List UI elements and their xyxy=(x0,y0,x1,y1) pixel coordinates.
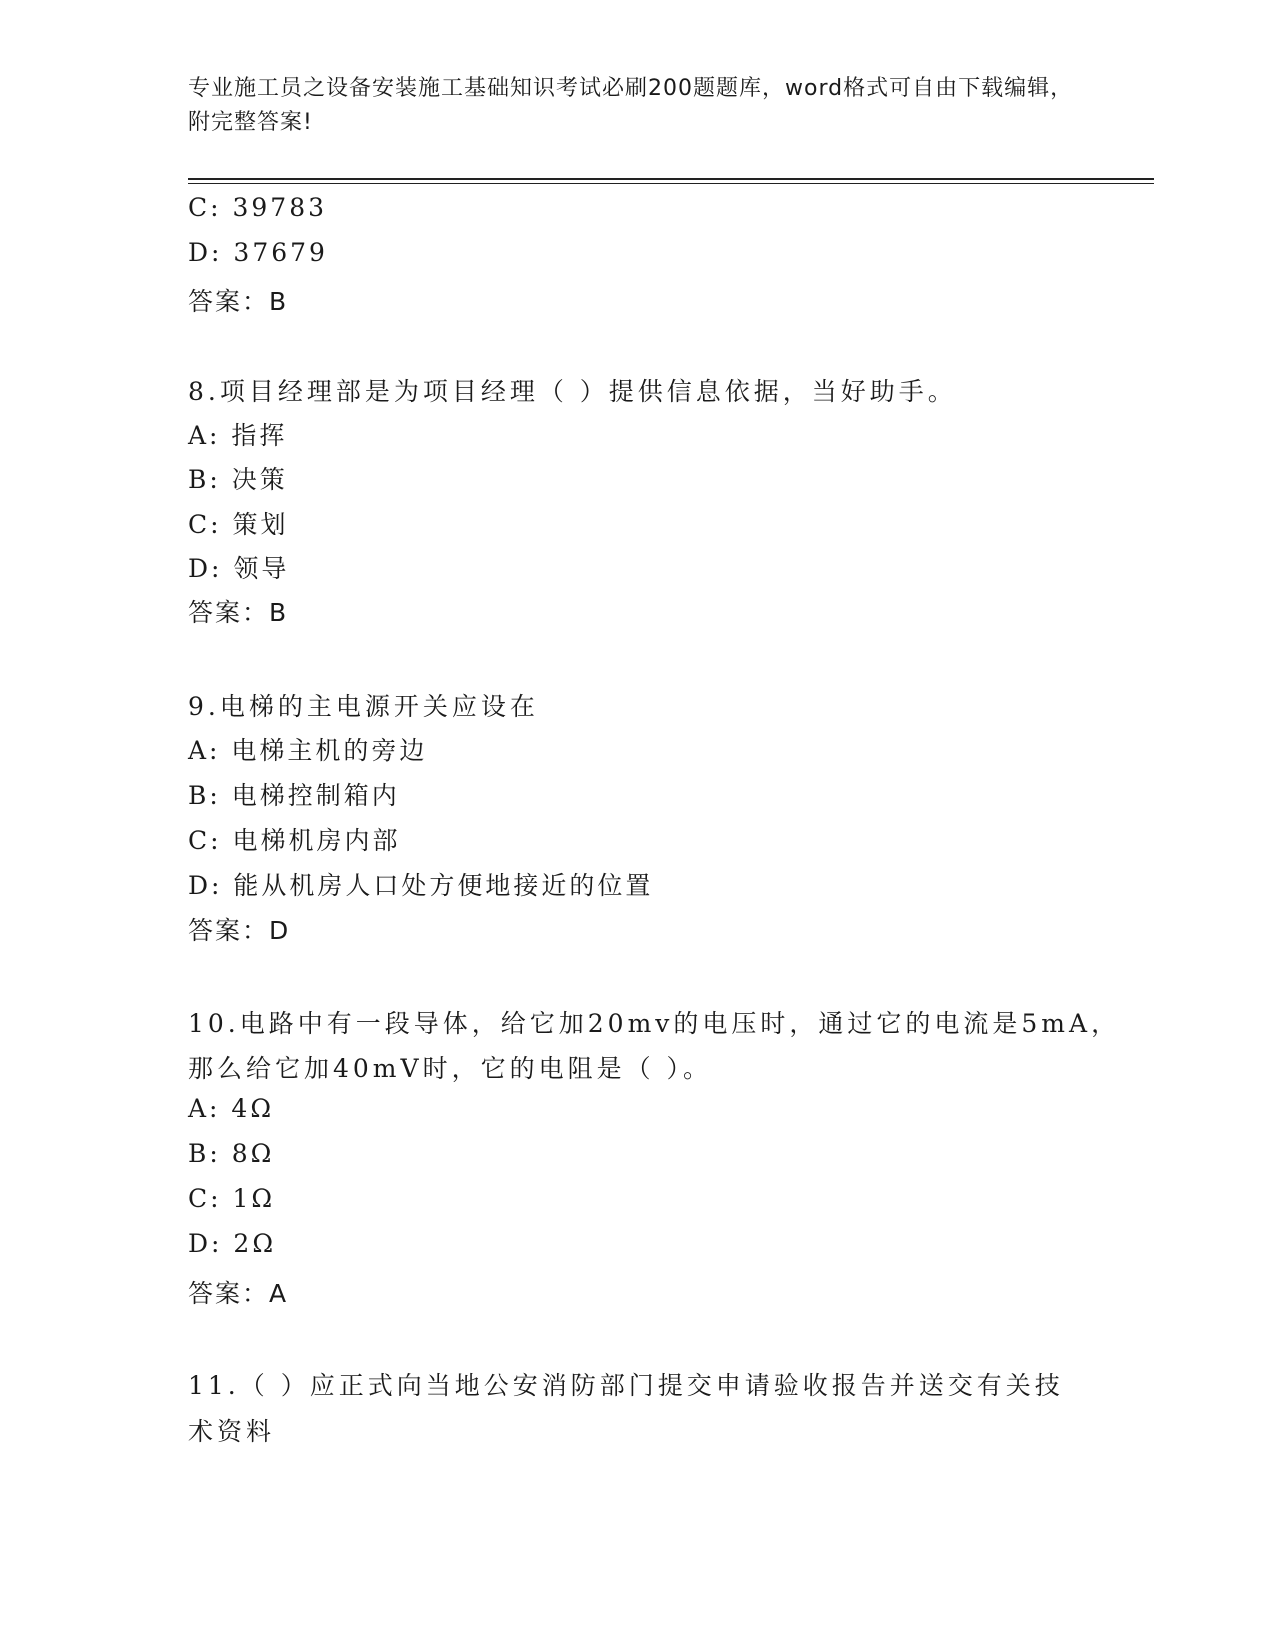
q9-option-d: D: 能从机房人口处方便地接近的位置 xyxy=(188,871,654,900)
q10-stem-line1: 10.电路中有一段导体，给它加20mv的电压时，通过它的电流是5mA， xyxy=(188,1009,1121,1038)
q10-option-c: C: 1Ω xyxy=(188,1184,276,1213)
prev-option-c: C: 39783 xyxy=(188,193,328,222)
q8-option-b: B: 决策 xyxy=(188,465,288,494)
q11-stem-line2: 术资料 xyxy=(188,1417,276,1446)
q9-option-a: A: 电梯主机的旁边 xyxy=(188,736,428,765)
q8-option-a: A: 指挥 xyxy=(188,421,288,450)
q11-stem-line1: 11.（ ）应正式向当地公安消防部门提交申请验收报告并送交有关技 xyxy=(188,1371,1064,1400)
q8-option-c: C: 策划 xyxy=(188,510,289,539)
q10-stem-line2: 那么给它加40mV时，它的电阻是（ ）。 xyxy=(188,1054,713,1083)
q8-stem: 8.项目经理部是为项目经理（ ）提供信息依据，当好助手。 xyxy=(188,377,957,406)
q10-option-a: A: 4Ω xyxy=(188,1094,275,1123)
q9-stem: 9.电梯的主电源开关应设在 xyxy=(188,692,539,721)
q9-option-c: C: 电梯机房内部 xyxy=(188,826,401,855)
q9-option-b: B: 电梯控制箱内 xyxy=(188,781,400,810)
header-rule-bottom xyxy=(188,183,1154,184)
q8-option-d: D: 领导 xyxy=(188,554,290,583)
prev-option-d: D: 37679 xyxy=(188,238,328,267)
header-rule-top xyxy=(188,178,1154,180)
q9-answer: 答案：D xyxy=(188,916,291,945)
document-header: 专业施工员之设备安装施工基础知识考试必刷200题题库，word格式可自由下载编辑，附完整答案! xyxy=(188,76,1074,135)
q10-option-d: D: 2Ω xyxy=(188,1229,277,1258)
q10-answer: 答案：A xyxy=(188,1279,289,1308)
q10-option-b: B: 8Ω xyxy=(188,1139,275,1168)
prev-answer: 答案：B xyxy=(188,287,289,316)
q8-answer: 答案：B xyxy=(188,598,289,627)
